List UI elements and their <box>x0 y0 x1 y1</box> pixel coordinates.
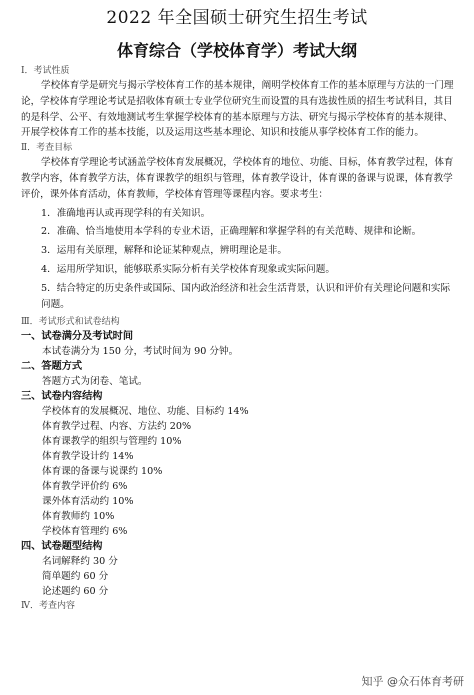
requirement-item: 4．运用所学知识，能够联系实际分析有关学校体育现象或实际问题。 <box>41 263 335 275</box>
answer-method-text: 答题方式为闭卷、笔试。 <box>42 376 148 388</box>
structure-line: 体育课教学的组织与管理约 10% <box>42 436 182 448</box>
requirement-item: 1．准确地再认或再现学科的有关知识。 <box>41 207 211 219</box>
structure-line: 学校体育管理约 6% <box>42 526 128 538</box>
structure-line: 体育课的备课与说课约 10% <box>42 466 163 478</box>
structure-line: 体育教学过程、内容、方法约 20% <box>42 421 192 433</box>
section-heading-objectives: Ⅱ．考查目标 <box>21 143 73 154</box>
subheading-answer-method: 二、答题方式 <box>21 360 83 373</box>
question-type-line: 名词解释约 30 分 <box>42 556 118 568</box>
question-type-line: 简单题约 60 分 <box>42 571 109 583</box>
paragraph-nature: 学校体育学是研究与揭示学校体育工作的基本规律，阐明学校体育工作的基本原理与方法的一门理论，学校体育学理论考试是招收体育硕士专业学位研究生而设置的具有选拔性质的招生考试科目，其目的是科学、公平、有效地测试考生掌握学校体育的基本原理与方法、研究与揭示学校体育的基本规律、开展学校体育工作的基本技能，以及运用这些基本理论、知识和技能从事学校体育工作的能力。 <box>21 80 454 139</box>
requirement-item: 5．结合特定的历史条件或国际、国内政治经济和社会生活背景，认识和评价有关理论问题和实际问题。 <box>41 282 451 310</box>
watermark: 知乎 @众石体育考研 <box>361 675 464 688</box>
section-heading-format: Ⅲ．考试形式和试卷结构 <box>21 317 120 328</box>
paragraph-objectives: 学校体育学理论考试涵盖学校体育发展概况，学校体育的地位、功能、目标，体育教学过程，体育教学内容，体育教学方法，体育课教学的组织与管理，体育教学设计，体育课的备课与说课，体育教学评价，课外体育活动，体育教师，学校体育管理等课程内容。要求考生： <box>21 157 454 200</box>
subheading-score-time: 一、试卷满分及考试时间 <box>21 330 134 343</box>
section-heading-content: Ⅳ．考查内容 <box>21 601 75 612</box>
structure-line: 体育教学设计约 14% <box>42 451 134 463</box>
section-heading-nature: Ⅰ．考试性质 <box>21 66 70 76</box>
subheading-question-types: 四、试卷题型结构 <box>21 540 103 553</box>
document-title: 2022 年全国硕士研究生招生考试 <box>106 8 368 28</box>
requirement-item: 3．运用有关原理，解释和论证某种观点，辨明理论是非。 <box>41 245 287 257</box>
structure-line: 学校体育的发展概况、地位、功能、目标约 14% <box>42 406 249 418</box>
document-subtitle: 体育综合（学校体育学）考试大纲 <box>116 41 357 60</box>
question-type-line: 论述题约 60 分 <box>42 586 109 598</box>
structure-line: 课外体育活动约 10% <box>42 496 134 508</box>
structure-line: 体育教学评价约 6% <box>42 481 128 493</box>
structure-line: 体育教师约 10% <box>42 511 115 523</box>
requirement-item: 2．准确、恰当地使用本学科的专业术语，正确理解和掌握学科的有关范畴、规律和论断。 <box>41 226 422 238</box>
document-body <box>21 64 458 613</box>
subheading-content-structure: 三、试卷内容结构 <box>21 390 103 403</box>
score-time-text: 本试卷满分为 150 分，考试时间为 90 分钟。 <box>42 346 239 358</box>
